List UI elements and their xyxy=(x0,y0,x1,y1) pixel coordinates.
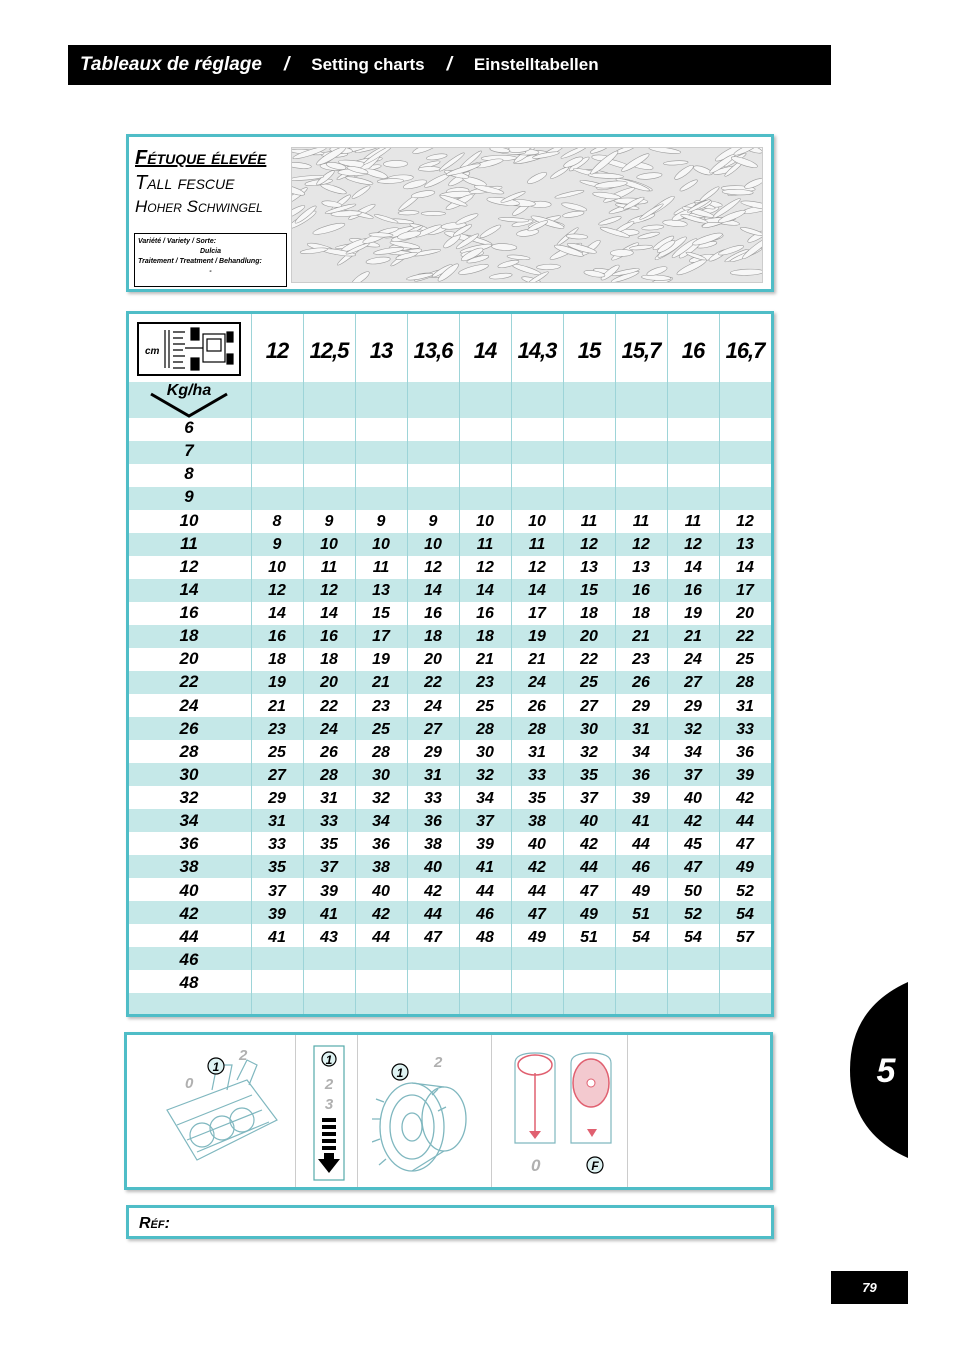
setting-value-cell: 39 xyxy=(268,906,286,923)
setting-value-cell: 16 xyxy=(320,628,338,645)
setting-value-cell: 12 xyxy=(528,559,546,576)
setting-value-cell: 37 xyxy=(580,790,598,807)
setting-value-cell: 9 xyxy=(376,513,386,530)
setting-value-cell: 13 xyxy=(372,582,390,599)
setting-value-cell: 31 xyxy=(632,721,650,738)
setting-value-cell: 46 xyxy=(476,906,494,923)
setting-value-cell: 28 xyxy=(372,744,390,761)
setting-value-cell: 13 xyxy=(632,559,650,576)
setting-value-cell: 39 xyxy=(736,767,754,784)
setting-value-cell: 25 xyxy=(268,744,286,761)
setting-value-cell: 23 xyxy=(632,651,650,668)
setting-value-cell: 47 xyxy=(528,906,546,923)
setting-value-cell: 35 xyxy=(320,836,338,853)
setting-value-cell: 21 xyxy=(632,628,650,645)
setting-value-cell: 9 xyxy=(272,536,282,553)
setting-value-cell: 11 xyxy=(372,559,390,576)
setting-value-cell: 16 xyxy=(684,582,702,599)
setting-value-cell: 15 xyxy=(372,605,390,622)
setting-value-cell: 14 xyxy=(736,559,754,576)
setting-value-cell: 39 xyxy=(320,883,338,900)
setting-value-cell: 20 xyxy=(320,674,338,691)
header-title-fr: Tableaux de réglage xyxy=(80,54,262,75)
working-width-header: 14 xyxy=(473,338,497,363)
seed-rate-label: 44 xyxy=(179,927,199,946)
setting-value-cell: 24 xyxy=(424,698,442,715)
setting-value-cell: 40 xyxy=(424,859,442,876)
seed-rate-label: 12 xyxy=(179,557,199,576)
setting-value-cell: 10 xyxy=(320,536,338,553)
setting-value-cell: 22 xyxy=(736,628,754,645)
setting-value-cell: 29 xyxy=(268,790,286,807)
setting-value-cell: 54 xyxy=(736,906,754,923)
setting-value-cell: 43 xyxy=(320,929,338,946)
setting-value-cell: 20 xyxy=(580,628,598,645)
setting-value-cell: 57 xyxy=(736,929,754,946)
setting-value-cell: 46 xyxy=(632,859,650,876)
setting-value-cell: 10 xyxy=(372,536,390,553)
seed-rate-label: 34 xyxy=(179,811,199,830)
setting-value-cell: 39 xyxy=(632,790,650,807)
setting-value-cell: 40 xyxy=(684,790,702,807)
variety-value: Dulcia xyxy=(199,248,221,255)
setting-value-cell: 24 xyxy=(528,674,546,691)
setting-value-cell: 35 xyxy=(580,767,598,784)
setting-value-cell: 17 xyxy=(736,582,754,599)
working-width-header: 14,3 xyxy=(517,338,557,363)
icon-cm-label: cm xyxy=(145,346,160,357)
setting-value-cell: 14 xyxy=(528,582,546,599)
setting-value-cell: 42 xyxy=(736,790,754,807)
setting-value-cell: 29 xyxy=(424,744,442,761)
setting-value-cell: 24 xyxy=(320,721,338,738)
seed-rate-label: 14 xyxy=(179,580,199,599)
seed-rate-label: 24 xyxy=(179,696,199,715)
working-width-header: 16,7 xyxy=(725,338,765,363)
setting-value-cell: 22 xyxy=(424,674,442,691)
setting-value-cell: 31 xyxy=(528,744,546,761)
setting-value-cell: 44 xyxy=(632,836,650,853)
machine-width-icon xyxy=(137,322,241,376)
setting-value-cell: 8 xyxy=(272,513,282,530)
setting-value-cell: 28 xyxy=(320,767,338,784)
working-width-header: 12,5 xyxy=(309,338,349,363)
working-width-header: 13 xyxy=(369,338,393,363)
seed-rate-label: 9 xyxy=(184,487,194,506)
setting-value-cell: 11 xyxy=(528,536,546,553)
setting-value-cell: 25 xyxy=(476,698,494,715)
gear-label-1: 1 xyxy=(325,1053,333,1067)
lever-setting-image xyxy=(157,1040,287,1185)
header-title-en: Setting charts xyxy=(311,55,425,74)
setting-value-cell: 27 xyxy=(580,698,598,715)
setting-value-cell: 12 xyxy=(684,536,702,553)
setting-value-cell: 39 xyxy=(476,836,494,853)
setting-value-cell: 18 xyxy=(424,628,442,645)
setting-value-cell: 32 xyxy=(580,744,598,761)
gear-label-2: 2 xyxy=(324,1076,334,1093)
seed-info-panel xyxy=(126,134,774,292)
setting-value-cell: 14 xyxy=(268,605,286,622)
seed-rate-label: 16 xyxy=(179,603,199,622)
flap-setting-image xyxy=(507,1043,619,1178)
setting-value-cell: 12 xyxy=(424,559,442,576)
header-separator: / xyxy=(283,54,290,75)
setting-value-cell: 37 xyxy=(684,767,702,784)
working-width-header: 12 xyxy=(265,338,289,363)
setting-value-cell: 12 xyxy=(268,582,286,599)
seed-rate-label: 38 xyxy=(179,857,199,876)
setting-value-cell: 54 xyxy=(684,929,702,946)
seed-rate-label: 22 xyxy=(179,672,199,691)
setting-value-cell: 19 xyxy=(528,628,546,645)
seed-rate-label: 11 xyxy=(180,534,198,553)
setting-value-cell: 27 xyxy=(684,674,702,691)
setting-value-cell: 19 xyxy=(684,605,702,622)
setting-value-cell: 28 xyxy=(476,721,494,738)
gear-setting-image xyxy=(313,1045,345,1181)
setting-value-cell: 12 xyxy=(736,513,754,530)
setting-value-cell: 44 xyxy=(424,906,442,923)
unit-text: Kg/ha xyxy=(166,382,212,399)
table-stripe xyxy=(129,993,771,1016)
header-title-de: Einstelltabellen xyxy=(473,55,599,74)
seed-name-de: Hoher Schwingel xyxy=(135,197,263,216)
setting-value-cell: 32 xyxy=(476,767,494,784)
setting-value-cell: 48 xyxy=(476,929,494,946)
seed-rate-label: 6 xyxy=(184,418,194,437)
setting-value-cell: 18 xyxy=(632,605,650,622)
wheel-setting-image xyxy=(372,1047,484,1177)
setting-value-cell: 12 xyxy=(320,582,338,599)
seed-rate-label: 30 xyxy=(179,765,199,784)
setting-value-cell: 29 xyxy=(632,698,650,715)
setting-value-cell: 49 xyxy=(736,859,754,876)
setting-value-cell: 11 xyxy=(684,513,702,530)
setting-value-cell: 18 xyxy=(268,651,286,668)
setting-value-cell: 16 xyxy=(424,605,442,622)
setting-value-cell: 35 xyxy=(528,790,546,807)
setting-value-cell: 50 xyxy=(684,883,702,900)
setting-value-cell: 12 xyxy=(476,559,494,576)
working-width-header: 15,7 xyxy=(621,338,661,363)
setting-value-cell: 42 xyxy=(580,836,598,853)
setting-value-cell: 41 xyxy=(476,859,494,876)
setting-value-cell: 18 xyxy=(476,628,494,645)
setting-value-cell: 32 xyxy=(372,790,390,807)
setting-value-cell: 26 xyxy=(632,674,650,691)
working-width-header: 15 xyxy=(577,338,601,363)
setting-value-cell: 25 xyxy=(736,651,754,668)
header-bar xyxy=(68,45,831,85)
lever-label-0: 0 xyxy=(185,1075,194,1092)
seed-rate-label: 32 xyxy=(179,788,199,807)
setting-value-cell: 38 xyxy=(372,859,390,876)
setting-value-cell: 45 xyxy=(684,836,702,853)
setting-value-cell: 37 xyxy=(268,883,286,900)
setting-value-cell: 11 xyxy=(476,536,494,553)
setting-value-cell: 29 xyxy=(684,698,702,715)
setting-value-cell: 34 xyxy=(632,744,650,761)
setting-value-cell: 31 xyxy=(424,767,442,784)
working-width-header: 16 xyxy=(681,338,705,363)
setting-value-cell: 23 xyxy=(476,674,494,691)
setting-value-cell: 40 xyxy=(580,813,598,830)
setting-value-cell: 10 xyxy=(476,513,494,530)
setting-value-cell: 11 xyxy=(580,513,598,530)
setting-value-cell: 37 xyxy=(320,859,338,876)
setting-value-cell: 30 xyxy=(476,744,494,761)
setting-value-cell: 21 xyxy=(372,674,390,691)
setting-value-cell: 23 xyxy=(372,698,390,715)
setting-value-cell: 14 xyxy=(476,582,494,599)
reference-label: Réf: xyxy=(139,1215,170,1232)
seed-rate-label: 42 xyxy=(179,904,199,923)
setting-value-cell: 44 xyxy=(736,813,754,830)
setting-value-cell: 28 xyxy=(736,674,754,691)
setting-value-cell: 47 xyxy=(424,929,442,946)
setting-value-cell: 20 xyxy=(736,605,754,622)
setting-value-cell: 30 xyxy=(372,767,390,784)
setting-value-cell: 14 xyxy=(684,559,702,576)
seed-name-en: Tall fescue xyxy=(135,172,235,194)
setting-value-cell: 40 xyxy=(372,883,390,900)
setting-value-cell: 21 xyxy=(268,698,286,715)
seed-rate-label: 10 xyxy=(179,511,199,530)
setting-value-cell: 36 xyxy=(632,767,650,784)
setting-value-cell: 40 xyxy=(528,836,546,853)
setting-value-cell: 42 xyxy=(684,813,702,830)
setting-value-cell: 28 xyxy=(528,721,546,738)
setting-value-cell: 21 xyxy=(684,628,702,645)
unit-label xyxy=(149,380,229,418)
setting-value-cell: 10 xyxy=(424,536,442,553)
setting-value-cell: 22 xyxy=(580,651,598,668)
setting-value-cell: 30 xyxy=(580,721,598,738)
seed-rate-label: 7 xyxy=(184,441,194,460)
setting-value-cell: 32 xyxy=(684,721,702,738)
setting-value-cell: 47 xyxy=(684,859,702,876)
setting-value-cell: 25 xyxy=(580,674,598,691)
setting-value-cell: 15 xyxy=(580,582,598,599)
setting-value-cell: 44 xyxy=(528,883,546,900)
seed-rate-label: 40 xyxy=(179,881,199,900)
setting-value-cell: 21 xyxy=(528,651,546,668)
lever-label-2: 2 xyxy=(239,1047,248,1064)
seed-rate-label: 46 xyxy=(179,950,199,969)
setting-value-cell: 18 xyxy=(320,651,338,668)
setting-value-cell: 49 xyxy=(528,929,546,946)
setting-value-cell: 11 xyxy=(320,559,338,576)
setting-value-cell: 49 xyxy=(580,906,598,923)
setting-value-cell: 17 xyxy=(372,628,390,645)
flap-label-f: F xyxy=(591,1159,599,1173)
setting-value-cell: 42 xyxy=(528,859,546,876)
seed-rate-label: 20 xyxy=(179,649,199,668)
setting-value-cell: 34 xyxy=(684,744,702,761)
setting-value-cell: 34 xyxy=(372,813,390,830)
setting-value-cell: 36 xyxy=(424,813,442,830)
gear-label-3: 3 xyxy=(324,1096,334,1113)
setting-value-cell: 23 xyxy=(268,721,286,738)
setting-value-cell: 9 xyxy=(428,513,438,530)
setting-value-cell: 42 xyxy=(424,883,442,900)
setting-value-cell: 18 xyxy=(580,605,598,622)
setting-value-cell: 14 xyxy=(320,605,338,622)
seed-rate-label: 18 xyxy=(179,626,199,645)
setting-value-cell: 16 xyxy=(476,605,494,622)
setting-value-cell: 33 xyxy=(528,767,546,784)
setting-value-cell: 20 xyxy=(424,651,442,668)
setting-value-cell: 33 xyxy=(268,836,286,853)
setting-value-cell: 51 xyxy=(580,929,598,946)
setting-value-cell: 54 xyxy=(632,929,650,946)
setting-value-cell: 51 xyxy=(632,906,650,923)
seed-rate-label: 26 xyxy=(179,719,199,738)
flap-label-0: 0 xyxy=(531,1156,541,1175)
setting-value-cell: 52 xyxy=(684,906,702,923)
seed-photo xyxy=(291,147,763,283)
setting-value-cell: 13 xyxy=(580,559,598,576)
setting-value-cell: 24 xyxy=(684,651,702,668)
seed-rate-label: 48 xyxy=(179,973,199,992)
setting-value-cell: 21 xyxy=(476,651,494,668)
setting-value-cell: 38 xyxy=(424,836,442,853)
reference-field[interactable] xyxy=(126,1205,774,1239)
lever-label-1: 1 xyxy=(212,1060,220,1074)
setting-value-cell: 33 xyxy=(424,790,442,807)
setting-value-cell: 10 xyxy=(268,559,286,576)
setting-value-cell: 31 xyxy=(268,813,286,830)
setting-value-cell: 38 xyxy=(528,813,546,830)
setting-value-cell: 44 xyxy=(372,929,390,946)
chapter-tab xyxy=(850,982,954,1158)
setting-value-cell: 17 xyxy=(528,605,546,622)
setting-value-cell: 36 xyxy=(372,836,390,853)
setting-value-cell: 31 xyxy=(320,790,338,807)
setting-value-cell: 42 xyxy=(372,906,390,923)
setting-value-cell: 27 xyxy=(424,721,442,738)
variety-box xyxy=(134,233,287,287)
setting-value-cell: 36 xyxy=(736,744,754,761)
setting-chart-table xyxy=(126,311,774,1017)
setting-value-cell: 19 xyxy=(372,651,390,668)
seed-rate-label: 36 xyxy=(179,834,199,853)
setting-value-cell: 34 xyxy=(476,790,494,807)
setting-value-cell: 13 xyxy=(736,536,754,553)
setting-value-cell: 41 xyxy=(268,929,286,946)
setting-value-cell: 22 xyxy=(320,698,338,715)
seed-name xyxy=(135,147,266,217)
setting-value-cell: 33 xyxy=(736,721,754,738)
setting-value-cell: 12 xyxy=(632,536,650,553)
setting-value-cell: 44 xyxy=(476,883,494,900)
seed-name-fr: Fétuque élevée xyxy=(135,147,267,169)
wheel-label-2: 2 xyxy=(434,1054,443,1071)
treatment-value: - xyxy=(209,268,212,275)
setting-value-cell: 27 xyxy=(268,767,286,784)
header-separator: / xyxy=(446,54,452,75)
setting-value-cell: 10 xyxy=(528,513,546,530)
setting-value-cell: 41 xyxy=(632,813,650,830)
setting-value-cell: 16 xyxy=(632,582,650,599)
setting-value-cell: 41 xyxy=(320,906,338,923)
setting-value-cell: 16 xyxy=(268,628,286,645)
variety-label: Variété / Variety / Sorte: xyxy=(138,238,217,245)
wheel-label-1: 1 xyxy=(396,1066,404,1080)
setting-value-cell: 14 xyxy=(424,582,442,599)
setting-value-cell: 52 xyxy=(736,883,754,900)
setting-value-cell: 49 xyxy=(632,883,650,900)
seed-rate-label: 8 xyxy=(184,464,194,483)
setting-value-cell: 26 xyxy=(528,698,546,715)
setting-value-cell: 33 xyxy=(320,813,338,830)
setting-value-cell: 25 xyxy=(372,721,390,738)
setting-value-cell: 19 xyxy=(268,674,286,691)
chapter-number: 5 xyxy=(876,1052,896,1090)
setting-value-cell: 37 xyxy=(476,813,494,830)
setting-value-cell: 12 xyxy=(580,536,598,553)
setting-value-cell: 35 xyxy=(268,859,286,876)
setting-value-cell: 47 xyxy=(580,883,598,900)
page-number: 79 xyxy=(831,1271,908,1304)
setting-illustrations xyxy=(124,1032,773,1190)
setting-value-cell: 31 xyxy=(736,698,754,715)
setting-value-cell: 26 xyxy=(320,744,338,761)
setting-value-cell: 9 xyxy=(324,513,334,530)
setting-value-cell: 11 xyxy=(632,513,650,530)
working-width-header: 13,6 xyxy=(413,338,453,363)
seed-rate-label: 28 xyxy=(179,742,199,761)
treatment-label: Traitement / Treatment / Behandlung: xyxy=(138,258,262,265)
setting-value-cell: 44 xyxy=(580,859,598,876)
setting-value-cell: 47 xyxy=(736,836,754,853)
